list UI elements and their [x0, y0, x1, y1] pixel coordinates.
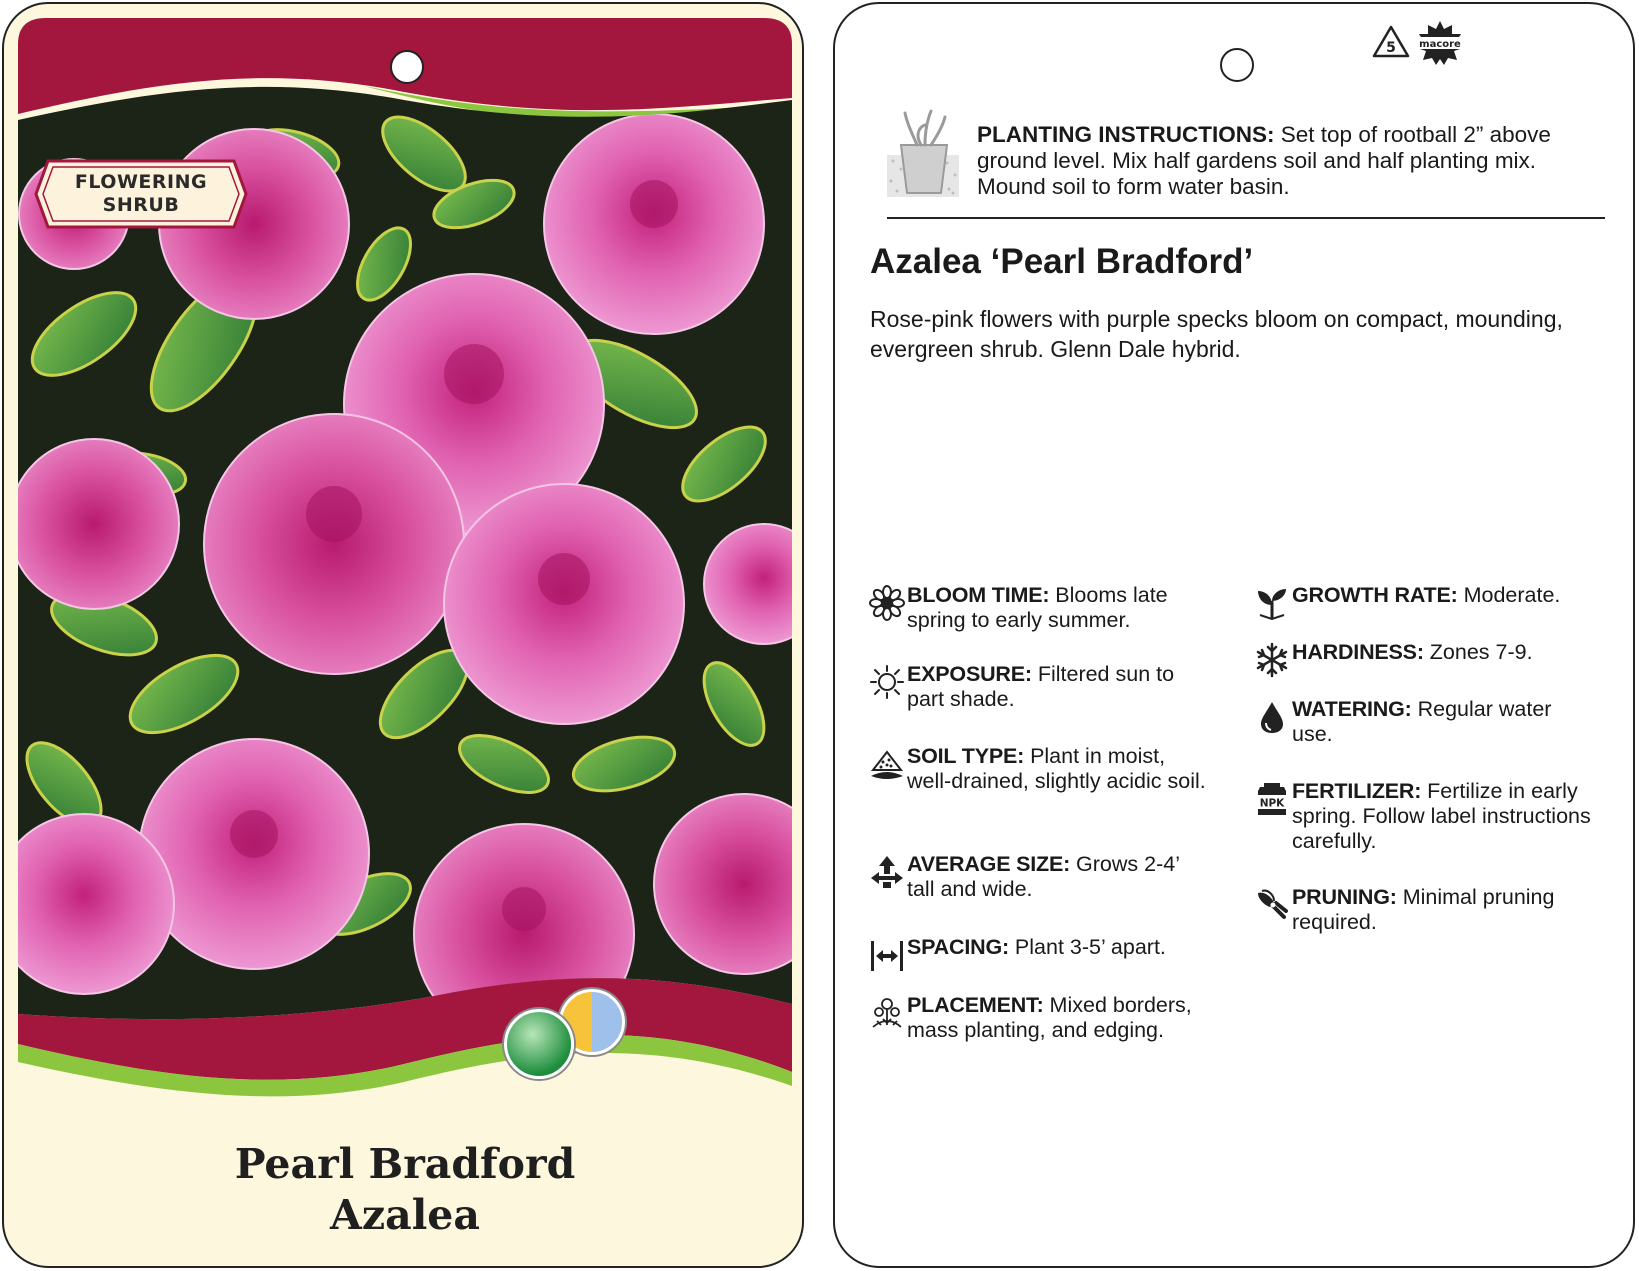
hang-hole — [1220, 48, 1254, 82]
water-drop-icon — [1254, 699, 1290, 735]
bloom-time-label: BLOOM TIME: — [907, 583, 1050, 607]
average-size-text: Grows 2-4’ tall and wide. — [907, 852, 1180, 901]
divider — [887, 217, 1605, 219]
category-label — [34, 171, 248, 217]
recycle-number: 5 — [1386, 40, 1396, 56]
watering-text: Regular water use. — [1292, 697, 1552, 746]
height-width-icon — [869, 854, 905, 890]
plant-description: Rose-pink flowers with purple specks bloom on compact, mounding, evergreen shrub. Glenn Dale hybrid. — [870, 306, 1563, 362]
spacing-label: SPACING: — [907, 935, 1009, 959]
watering-label: WATERING: — [1292, 697, 1412, 721]
placement-icon — [869, 995, 905, 1031]
common-name-line-1: Pearl Bradford — [234, 1140, 576, 1188]
macore-brand-text: macore — [1419, 39, 1461, 50]
planting-instructions-text: Set top of rootball 2” above ground level. Mix half gardens soil and half planting mix. Mound soil to form water basin. — [977, 122, 1551, 199]
common-name-line-2: Azalea — [330, 1191, 480, 1239]
category-line-1: FLOWERING — [74, 171, 208, 193]
sun-icon — [869, 664, 905, 700]
recycle-icon — [1371, 24, 1411, 60]
category-badge — [34, 159, 248, 229]
exposure-label: EXPOSURE: — [907, 662, 1032, 686]
fertilizer-label: FERTILIZER: — [1292, 779, 1422, 803]
pruning-label: PRUNING: — [1292, 885, 1397, 909]
common-name — [4, 1139, 804, 1241]
placement-text: Mixed borders, mass planting, and edging. — [907, 993, 1192, 1042]
hardiness-text: Zones 7-9. — [1429, 640, 1533, 664]
growth-sprout-icon — [1254, 585, 1290, 621]
bloom-time-text: Blooms late spring to early summer. — [907, 583, 1168, 632]
growth-rate-label: GROWTH RATE: — [1292, 583, 1458, 607]
soil-type-text: Plant in moist, well-drained, slightly acidic soil. — [907, 744, 1206, 793]
planting-instructions — [977, 122, 1597, 200]
plant-name: Azalea ‘Pearl Bradford’ — [870, 242, 1254, 281]
fertilizer-text: Fertilize in early spring. Follow label instructions carefully. — [1292, 779, 1591, 853]
planting-instructions-label: PLANTING INSTRUCTIONS: — [977, 122, 1275, 147]
pruning-text: Minimal pruning required. — [1292, 885, 1555, 934]
front-tag — [2, 2, 804, 1268]
category-line-2: SHRUB — [102, 194, 180, 216]
soil-type-label: SOIL TYPE: — [907, 744, 1025, 768]
back-tag — [833, 2, 1635, 1268]
flower-icon — [869, 585, 905, 621]
part-shade-icon — [504, 1009, 574, 1079]
macore-logo — [1413, 20, 1467, 66]
spacing-text: Plant 3-5’ apart. — [1014, 935, 1166, 959]
growth-rate-text: Moderate. — [1463, 583, 1561, 607]
spacing-icon — [869, 937, 905, 973]
soil-icon — [869, 746, 905, 782]
hardiness-label: HARDINESS: — [1292, 640, 1424, 664]
placement-label: PLACEMENT: — [907, 993, 1044, 1017]
pruning-shears-icon — [1254, 887, 1290, 923]
average-size-label: AVERAGE SIZE: — [907, 852, 1071, 876]
fertilizer-npk-icon — [1254, 781, 1290, 817]
exposure-text: Filtered sun to part shade. — [907, 662, 1175, 711]
hang-hole — [390, 50, 424, 84]
snowflake-icon — [1254, 642, 1290, 678]
planting-pot-icon — [885, 109, 963, 201]
fertilizer-npk-text: NPK — [1259, 797, 1285, 810]
